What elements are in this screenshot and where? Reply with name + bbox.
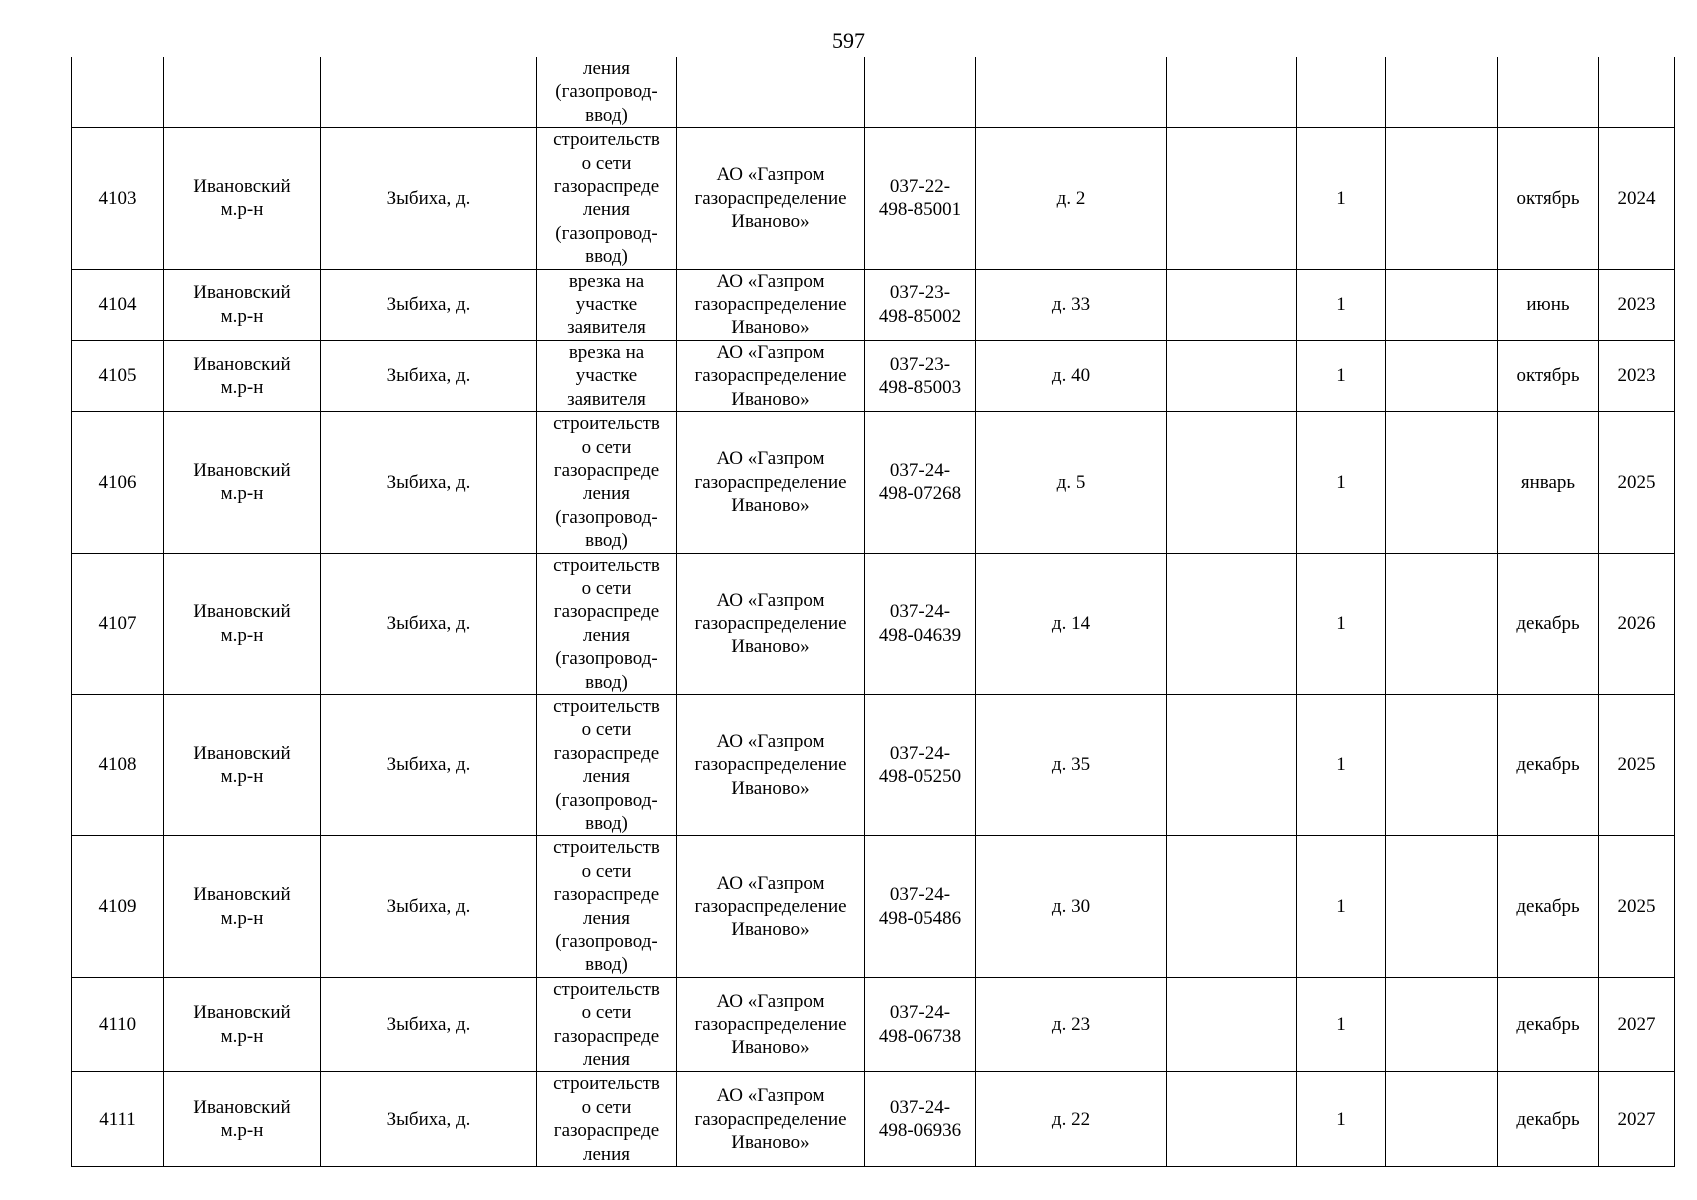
cell-empty	[1386, 340, 1498, 411]
cell-contract: 037-24- 498-05250	[865, 694, 976, 835]
cell-number: 4109	[72, 836, 164, 977]
cell-month: декабрь	[1498, 694, 1599, 835]
table-cell	[1386, 57, 1498, 128]
cell-number: 4104	[72, 269, 164, 340]
table-cell	[321, 57, 537, 128]
table-cell	[164, 57, 321, 128]
cell-year: 2023	[1599, 269, 1675, 340]
cell-contract: 037-24- 498-04639	[865, 553, 976, 694]
cell-count: 1	[1297, 412, 1386, 553]
cell-empty	[1167, 694, 1297, 835]
cell-contract: 037-24- 498-05486	[865, 836, 976, 977]
gasification-table	[71, 57, 1675, 1167]
cell-locality: Зыбиха, д.	[321, 553, 537, 694]
table-body	[72, 57, 1675, 1167]
cell-district: Ивановский м.р-н	[164, 340, 321, 411]
table-row	[72, 340, 1675, 411]
cell-contract: 037-22- 498-85001	[865, 128, 976, 269]
cell-work-type: строительств о сети газораспреде ления	[537, 977, 677, 1072]
cell-year: 2024	[1599, 128, 1675, 269]
cell-organization: АО «Газпром газораспределение Иваново»	[677, 836, 865, 977]
cell-year: 2026	[1599, 553, 1675, 694]
cell-empty	[1386, 412, 1498, 553]
page-number: 597	[832, 28, 865, 53]
cell-count: 1	[1297, 340, 1386, 411]
cell-address: д. 40	[976, 340, 1167, 411]
cell-month: январь	[1498, 412, 1599, 553]
cell-organization: АО «Газпром газораспределение Иваново»	[677, 977, 865, 1072]
cell-count: 1	[1297, 269, 1386, 340]
cell-district: Ивановский м.р-н	[164, 553, 321, 694]
cell-number: 4105	[72, 340, 164, 411]
table-row	[72, 412, 1675, 553]
cell-number: 4110	[72, 977, 164, 1072]
cell-district: Ивановский м.р-н	[164, 836, 321, 977]
cell-count: 1	[1297, 128, 1386, 269]
cell-work-type: строительств о сети газораспреде ления (газопровод- ввод)	[537, 694, 677, 835]
cell-year: 2023	[1599, 340, 1675, 411]
cell-address: д. 30	[976, 836, 1167, 977]
cell-district: Ивановский м.р-н	[164, 1072, 321, 1167]
cell-count: 1	[1297, 1072, 1386, 1167]
cell-count: 1	[1297, 977, 1386, 1072]
cell-locality: Зыбиха, д.	[321, 694, 537, 835]
cell-district: Ивановский м.р-н	[164, 694, 321, 835]
cell-empty	[1386, 836, 1498, 977]
cell-empty	[1167, 412, 1297, 553]
cell-empty	[1386, 128, 1498, 269]
cell-year: 2027	[1599, 1072, 1675, 1167]
cell-number: 4111	[72, 1072, 164, 1167]
cell-locality: Зыбиха, д.	[321, 412, 537, 553]
table-row	[72, 694, 1675, 835]
cell-work-type: строительств о сети газораспреде ления (газопровод- ввод)	[537, 412, 677, 553]
cell-organization: АО «Газпром газораспределение Иваново»	[677, 553, 865, 694]
cell-contract: 037-23- 498-85003	[865, 340, 976, 411]
table-row	[72, 128, 1675, 269]
cell-work-type: врезка на участке заявителя	[537, 269, 677, 340]
cell-empty	[1386, 269, 1498, 340]
table-cell	[1498, 57, 1599, 128]
cell-number: 4106	[72, 412, 164, 553]
cell-month: июнь	[1498, 269, 1599, 340]
cell-number: 4103	[72, 128, 164, 269]
table-row	[72, 269, 1675, 340]
cell-month: октябрь	[1498, 340, 1599, 411]
cell-empty	[1386, 694, 1498, 835]
cell-organization: АО «Газпром газораспределение Иваново»	[677, 340, 865, 411]
table-cell	[1297, 57, 1386, 128]
cell-count: 1	[1297, 553, 1386, 694]
cell-empty	[1167, 269, 1297, 340]
cell-locality: Зыбиха, д.	[321, 269, 537, 340]
cell-address: д. 14	[976, 553, 1167, 694]
cell-number: 4108	[72, 694, 164, 835]
cell-address: д. 2	[976, 128, 1167, 269]
cell-address: д. 23	[976, 977, 1167, 1072]
cell-address: д. 5	[976, 412, 1167, 553]
table-row-continued	[72, 57, 1675, 128]
cell-empty	[1167, 836, 1297, 977]
table-cell	[865, 57, 976, 128]
cell-district: Ивановский м.р-н	[164, 412, 321, 553]
cell-contract: 037-24- 498-07268	[865, 412, 976, 553]
cell-locality: Зыбиха, д.	[321, 128, 537, 269]
cell-empty	[1167, 553, 1297, 694]
cell-year: 2025	[1599, 836, 1675, 977]
cell-empty	[1167, 1072, 1297, 1167]
table-cell-work-type: ления (газопровод- ввод)	[537, 57, 677, 128]
cell-number: 4107	[72, 553, 164, 694]
cell-empty	[1386, 977, 1498, 1072]
cell-district: Ивановский м.р-н	[164, 269, 321, 340]
table-cell	[1599, 57, 1675, 128]
cell-contract: 037-23- 498-85002	[865, 269, 976, 340]
cell-address: д. 22	[976, 1072, 1167, 1167]
cell-year: 2025	[1599, 694, 1675, 835]
cell-district: Ивановский м.р-н	[164, 128, 321, 269]
cell-month: октябрь	[1498, 128, 1599, 269]
cell-month: декабрь	[1498, 836, 1599, 977]
cell-locality: Зыбиха, д.	[321, 1072, 537, 1167]
cell-empty	[1386, 1072, 1498, 1167]
cell-organization: АО «Газпром газораспределение Иваново»	[677, 128, 865, 269]
table-cell	[1167, 57, 1297, 128]
cell-count: 1	[1297, 836, 1386, 977]
cell-work-type: строительств о сети газораспреде ления (газопровод- ввод)	[537, 836, 677, 977]
cell-district: Ивановский м.р-н	[164, 977, 321, 1072]
cell-work-type: строительств о сети газораспреде ления (газопровод- ввод)	[537, 128, 677, 269]
table-cell	[976, 57, 1167, 128]
table-cell	[677, 57, 865, 128]
cell-organization: АО «Газпром газораспределение Иваново»	[677, 269, 865, 340]
cell-organization: АО «Газпром газораспределение Иваново»	[677, 694, 865, 835]
cell-work-type: строительств о сети газораспреде ления (газопровод- ввод)	[537, 553, 677, 694]
cell-month: декабрь	[1498, 1072, 1599, 1167]
cell-empty	[1386, 553, 1498, 694]
cell-locality: Зыбиха, д.	[321, 977, 537, 1072]
cell-address: д. 35	[976, 694, 1167, 835]
cell-count: 1	[1297, 694, 1386, 835]
cell-month: декабрь	[1498, 553, 1599, 694]
cell-contract: 037-24- 498-06936	[865, 1072, 976, 1167]
table-row	[72, 1072, 1675, 1167]
cell-year: 2027	[1599, 977, 1675, 1072]
cell-locality: Зыбиха, д.	[321, 836, 537, 977]
table-row	[72, 836, 1675, 977]
cell-contract: 037-24- 498-06738	[865, 977, 976, 1072]
cell-work-type: строительств о сети газораспреде ления	[537, 1072, 677, 1167]
cell-year: 2025	[1599, 412, 1675, 553]
cell-organization: АО «Газпром газораспределение Иваново»	[677, 412, 865, 553]
cell-locality: Зыбиха, д.	[321, 340, 537, 411]
cell-empty	[1167, 977, 1297, 1072]
cell-month: декабрь	[1498, 977, 1599, 1072]
cell-empty	[1167, 128, 1297, 269]
cell-organization: АО «Газпром газораспределение Иваново»	[677, 1072, 865, 1167]
cell-work-type: врезка на участке заявителя	[537, 340, 677, 411]
table-row	[72, 977, 1675, 1072]
cell-address: д. 33	[976, 269, 1167, 340]
cell-empty	[1167, 340, 1297, 411]
table-cell	[72, 57, 164, 128]
table-row	[72, 553, 1675, 694]
